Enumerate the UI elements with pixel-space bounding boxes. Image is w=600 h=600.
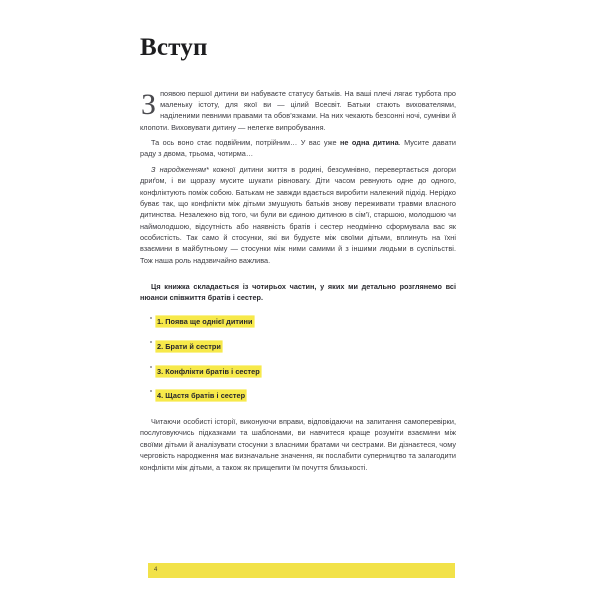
drop-cap-letter: З [141,87,157,121]
list-item[interactable] [157,337,456,353]
paragraph-third [140,164,456,266]
footer-highlight-bar [148,563,455,578]
chapter-item-label: 4. Щастя братів і сестер [157,391,246,401]
paragraph-second-emphasis: не одна дитина [339,138,399,148]
paragraph-intro [140,88,456,133]
paragraph-third-italic: З народженням* [151,164,209,174]
page-title: Вступ [140,34,208,61]
paragraph-intro-text: появою першої дитини ви набуваєте статусу батьків. На ваші плечі лягає турбота про маленьку істоту, для якої ви — цілий Всесвіт. Батьки стають вихователями, наділеними певними правами та обов’язками. На них чекають безсонні ночі, сумніви й клопоти. Виховувати дитину — нелегке випробування. [140,88,456,132]
page-content [140,34,456,473]
paragraph-third-text: кожної дитини життя в родині, безсумнівно, перевертається догори дриґом, і ви щоразу мусите шукати рівновагу. Діти часом ревнують одне до одного, конфліктують поміж собою. Батькам не завжди вдається виробити належний підхід. Нерідко буває так, що конфлікти між дітьми змушують батьків знову переживати травми власного дитинства. Незалежно від того, чи були ви єдиною дитиною в сім’ї, старшою, молодшою чи наймолодшою, відсутність або наявність братів і сестер неодмінно сформувала вас як особистість. Так само й стосунки, які ви будуєте між своїми дітьми, вплинуть на їхні взаємини в майбутньому — стосунки між ними самими й з іншими людьми в суспільстві. Тож наша роль надзвичайно важлива. [140,164,456,265]
paragraph-second [140,137,456,160]
list-item[interactable] [157,362,456,378]
paragraph-second-end: . Мусите давати раду з двома, трьома, чотирма… [140,138,456,159]
list-item[interactable] [157,386,456,402]
structure-lead-paragraph: Ця книжка складається із чотирьох частин, у яких ми детально розглянемо всі нюанси співжиття братів і сестер. [140,281,456,302]
paragraph-second-start: Та ось воно стає подвійним, потрійним… У вас уже [151,138,340,148]
chapter-item-label: 1. Поява ще однієї дитини [157,317,253,327]
chapter-list [140,312,456,402]
chapter-item-label: 2. Брати й сестри [157,341,221,351]
page-number: 4 [154,567,158,573]
list-item[interactable] [157,312,456,328]
chapter-item-label: 3. Конфлікти братів і сестер [157,366,260,376]
paragraph-closing: Читаючи особисті історії, виконуючи вправи, відповідаючи на запитання самоперевірки, послуговуючись підказками та шаблонами, ви навчитеся краще розуміти взаємини між своїми дітьми й аналізувати стосунки з власними братами чи сестрами. Ви дізнаєтеся, чому черговість народження має визначальне значення, як послабити суперництво та залагодити конфлікти між дітьми, а також як прищепити їм почуття близькості. [140,417,457,472]
